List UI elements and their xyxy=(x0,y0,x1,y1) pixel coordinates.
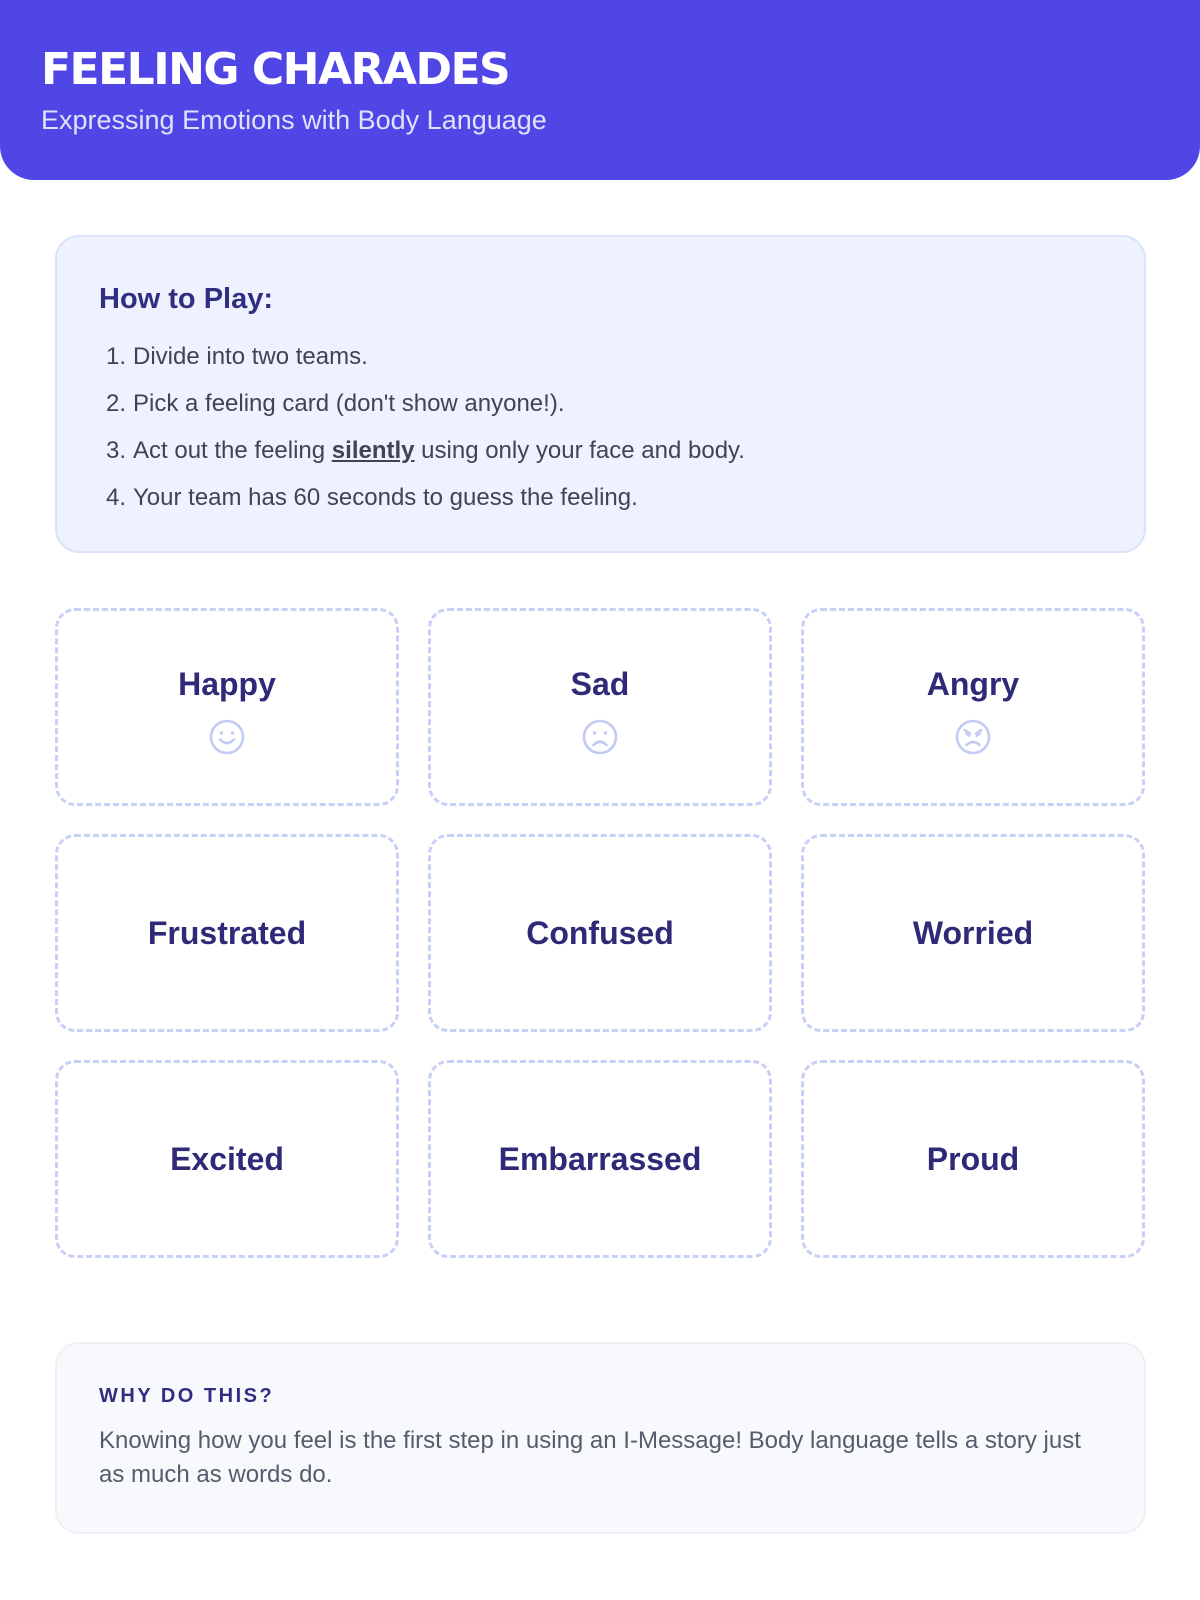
feeling-card-label: Embarrassed xyxy=(498,1141,702,1177)
step-item xyxy=(99,427,1102,474)
why-text: Knowing how you feel is the first step in using an I-Message! Body language tells a story just as much as words do. xyxy=(99,1427,1081,1488)
feeling-card-excited xyxy=(55,1060,399,1258)
step-item xyxy=(99,474,1102,521)
feeling-card-angry xyxy=(801,608,1145,806)
step-text: Divide into two teams. xyxy=(133,343,368,370)
step-number: 4. xyxy=(106,484,127,511)
feeling-card-label: Sad xyxy=(570,666,630,702)
step-text xyxy=(133,427,745,474)
feeling-card-proud xyxy=(801,1060,1145,1258)
page-header xyxy=(0,0,1200,180)
why-title: WHY DO THIS? xyxy=(99,1385,275,1407)
how-to-play-panel xyxy=(55,235,1146,553)
smile-face-icon xyxy=(208,718,246,756)
feeling-card-worried xyxy=(801,834,1145,1032)
step-text-after: using only your face and body. xyxy=(414,437,745,464)
frown-face-icon xyxy=(581,718,619,756)
feeling-card-label: Confused xyxy=(526,915,674,951)
step-text-before: Act out the feeling xyxy=(133,437,332,464)
step-item xyxy=(99,380,1102,427)
step-emphasis: silently xyxy=(331,437,415,464)
step-text: Your team has 60 seconds to guess the feeling. xyxy=(133,484,638,511)
page-subtitle: Expressing Emotions with Body Language xyxy=(41,105,547,135)
feeling-card-confused xyxy=(428,834,772,1032)
how-to-play-title: How to Play: xyxy=(99,283,274,315)
feeling-cards-grid xyxy=(55,608,1146,1258)
feeling-card-label: Happy xyxy=(178,666,276,702)
feeling-card-frustrated xyxy=(55,834,399,1032)
feeling-card-label: Worried xyxy=(912,915,1034,951)
why-panel xyxy=(55,1342,1146,1534)
feeling-card-label: Excited xyxy=(170,1141,284,1177)
feeling-card-label: Frustrated xyxy=(147,915,307,951)
steps-list xyxy=(99,333,1102,521)
feeling-card-sad xyxy=(428,608,772,806)
angry-face-icon xyxy=(954,718,992,756)
feeling-card-label: Proud xyxy=(926,1141,1020,1177)
feeling-card-label: Angry xyxy=(926,666,1020,702)
step-number: 1. xyxy=(106,343,127,370)
step-number: 3. xyxy=(106,437,127,464)
step-number: 2. xyxy=(106,390,127,417)
feeling-card-embarrassed xyxy=(428,1060,772,1258)
step-item xyxy=(99,333,1102,380)
feeling-card-happy xyxy=(55,608,399,806)
step-text: Pick a feeling card (don't show anyone!). xyxy=(133,390,565,417)
page-title: FEELING CHARADES xyxy=(41,44,510,95)
